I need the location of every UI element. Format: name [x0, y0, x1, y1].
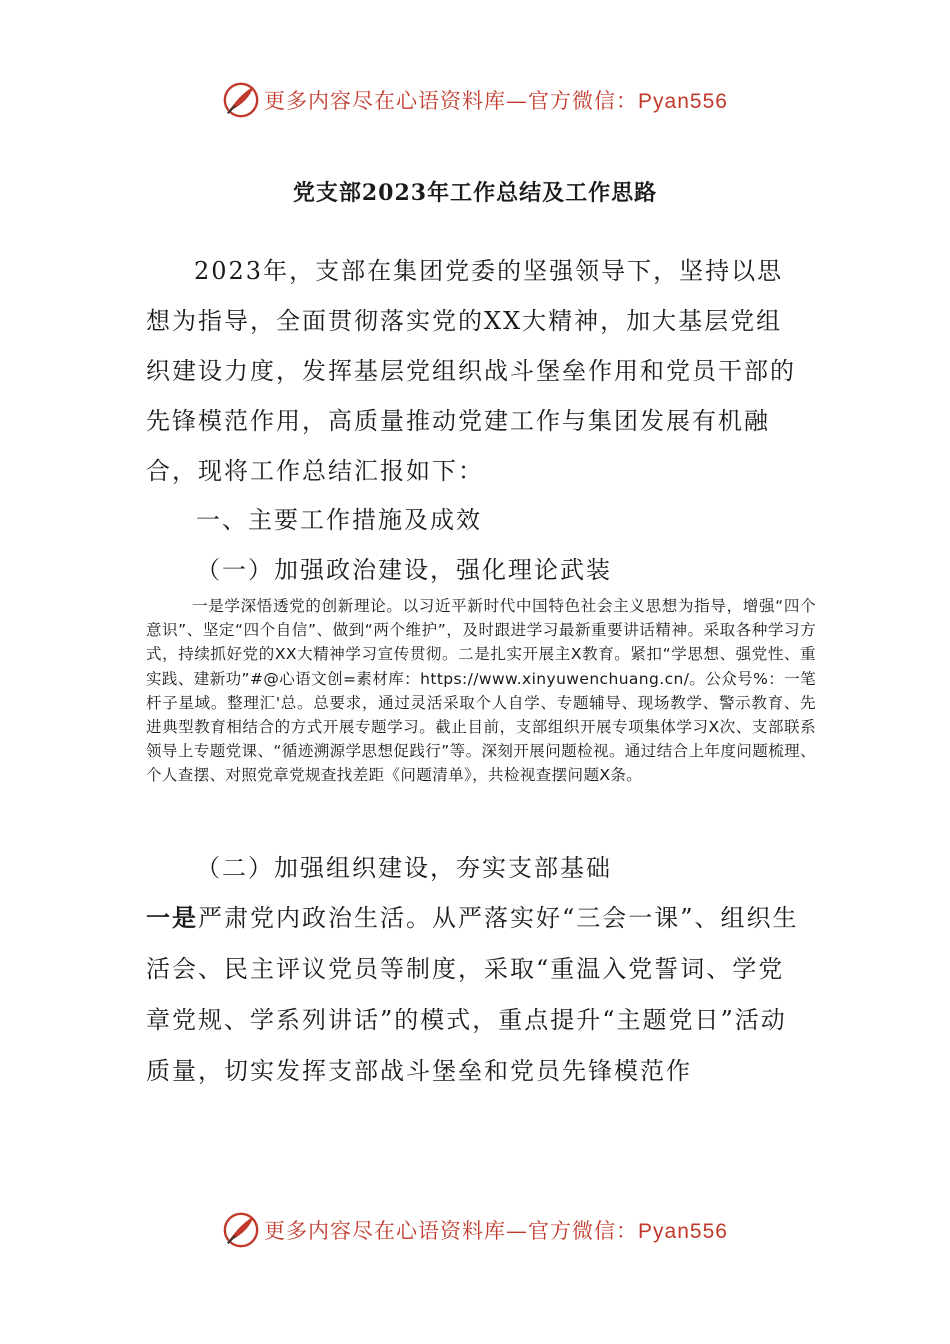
subsection-2-text: 严肃党内政治生活。从严落实好“三会一课”、组织生活会、民主评议党员等制度，采取“重温入党誓词、学党章党规、学系列讲话”的模式，重点提升“主题党日”活动质量，切实发挥支部战斗堡垒和党员先锋模范作: [146, 904, 799, 1085]
subsection-1-body: 一是学深悟透党的创新理论。以习近平新时代中国特色社会主义思想为指导，增强“四个意识”、坚定“四个自信”、做到“两个维护”，及时跟进学习最新重要讲话精神。采取各种学习方式，持续抓好党的XX大精神学习宣传贯彻。二是扎实开展主X教育。紧扣“学思想、强党性、重实践、建新功”#@心语文创=素材库：https://www.xinyuwenchuang.cn/。公众号%：一笔杆子星域。整理汇'总。总要求，通过灵活采取个人自学、专题辅导、现场教学、警示教育、先进典型教育相结合的方式开展专题学习。截止目前，支部组织开展专项集体学习X次、支部联系领导上专题党课、“循迹溯源学思想促践行”等。深刻开展问题检视。通过结合上年度问题梳理、个人查摆、对照党章党规查找差距《问题清单》，共检视查摆问题X条。: [146, 597, 816, 785]
banner-wechat-id: Pyan556: [638, 1220, 728, 1243]
section-heading-1: 一、主要工作措施及成效: [196, 506, 482, 534]
subsection-2-body: [146, 892, 806, 1097]
quill-pen-logo-icon: [222, 1211, 260, 1249]
intro-paragraph: 2023年，支部在集团党委的坚强领导下，坚持以思想为指导，全面贯彻落实党的XX大精神，加大基层党组织建设力度，发挥基层党组织战斗堡垒作用和党员干部的先锋模范作用，高质量推动党建工作与集团发展有机融合，现将工作总结汇报如下：: [146, 257, 796, 485]
document-title: 党支部2023年工作总结及工作思路: [292, 180, 658, 206]
quill-pen-logo-icon: [222, 81, 260, 119]
footer-banner: [0, 1210, 950, 1250]
subsection-heading-1: （一）加强政治建设，强化理论武装: [196, 556, 612, 584]
subsection-heading-2: （二）加强组织建设，夯实支部基础: [196, 854, 612, 882]
subsection-2-lead: 一是: [146, 903, 198, 932]
header-banner: [0, 80, 950, 120]
banner-text: 更多内容尽在心语资料库—官方微信：Pyan556: [264, 89, 728, 113]
banner-wechat-id: Pyan556: [638, 90, 728, 113]
banner-text: 更多内容尽在心语资料库—官方微信：Pyan556: [264, 1219, 728, 1243]
